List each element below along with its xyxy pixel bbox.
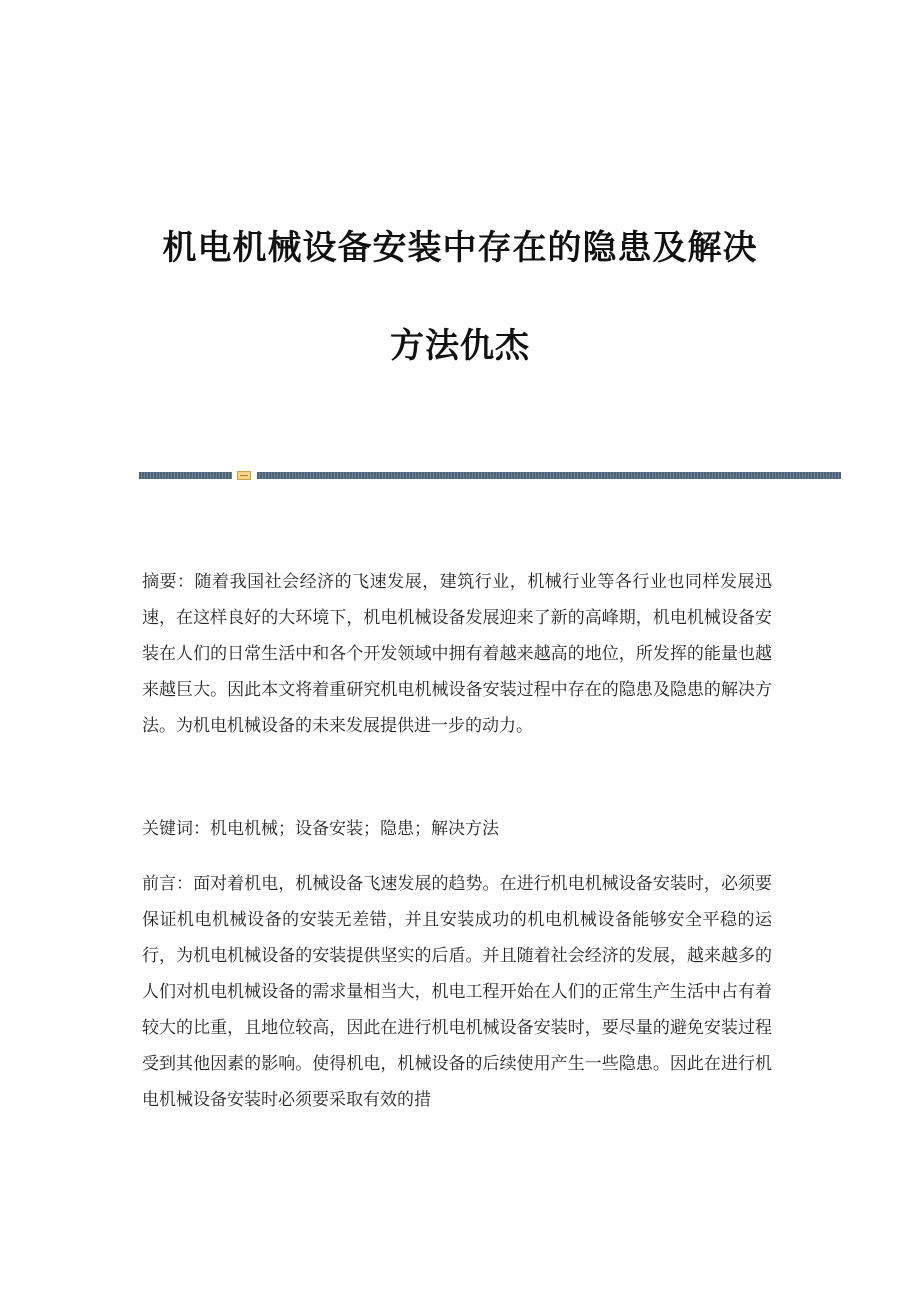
divider-bar-left — [139, 472, 232, 479]
document-title-line2: 方法仇杰 — [390, 326, 530, 366]
keywords-paragraph: 关键词：机电机械；设备安装；隐患；解决方法 — [142, 819, 499, 839]
abstract-paragraph: 摘要：随着我国社会经济的飞速发展，建筑行业，机械行业等各行业也同样发展迅速，在这样良好的大环境下，机电机械设备发展迎来了新的高峰期，机电机械设备安装在人们的日常生活中和各个开发领域中拥有着越来越高的地位，所发挥的能量也越来越巨大。因此本文将着重研究机电机械设备安装过程中存在的隐患及隐患的解决方法。为机电机械设备的未来发展提供进一步的动力。 — [142, 572, 772, 736]
document-title-line1: 机电机械设备安装中存在的隐患及解决 — [162, 228, 758, 268]
divider-bar-right — [257, 472, 841, 479]
intro-paragraph: 前言：面对着机电，机械设备飞速发展的趋势。在进行机电机械设备安装时，必须要保证机电机械设备的安装无差错，并且安装成功的机电机械设备能够安全平稳的运行，为机电机械设备的安装提供坚实的后盾。并且随着社会经济的发展，越来越多的人们对机电机械设备的需求量相当大，机电工程开始在人们的正常生产生活中占有着较大的比重，且地位较高，因此在进行机电机械设备安装时，要尽量的避免安装过程受到其他因素的影响。使得机电，机械设备的后续使用产生一些隐患。因此在进行机电机械设备安装时必须要采取有效的措 — [142, 874, 772, 1110]
title-divider — [139, 471, 841, 480]
divider-ornament-icon — [237, 471, 251, 480]
